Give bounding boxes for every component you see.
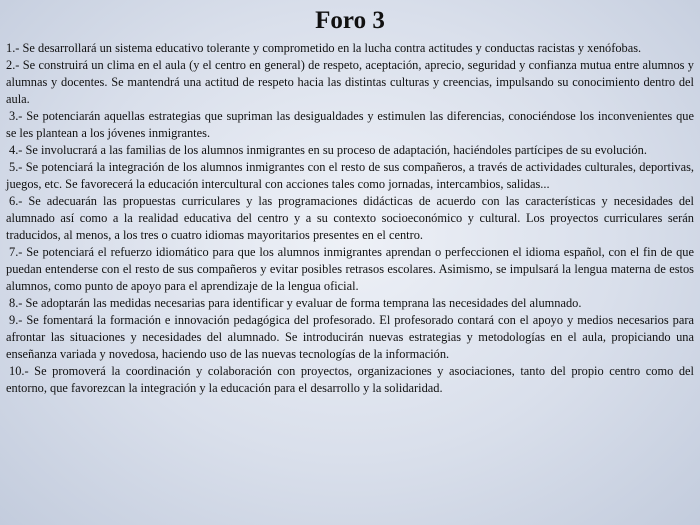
measure-item-4: 4.- Se involucrará a las familias de los alumnos inmigrantes en su proceso de adaptación, haciéndoles partícipes de su evolución.	[9, 143, 647, 157]
measure-item-10: 10.- Se promoverá la coordinación y colaboración con proyectos, organizaciones y asociaciones, tanto del propio centro como del entorno, que favorezcan la integración y la educación para el desarrollo y la solidaridad.	[6, 364, 694, 395]
measure-item-3: 3.- Se potenciarán aquellas estrategias que supriman las desigualdades y estimulen las diferencias, conociéndose los inconvenientes que se les plantean a los jóvenes inmigrantes.	[6, 109, 694, 140]
measures-list	[6, 40, 694, 397]
measure-item-8: 8.- Se adoptarán las medidas necesarias para identificar y evaluar de forma temprana las necesidades del alumnado.	[9, 296, 582, 310]
measure-item-2: 2.- Se construirá un clima en el aula (y el centro en general) de respeto, aceptación, aprecio, seguridad y confianza mutua entre alumnos y alumnas y docentes. Se mantendrá una actitud de respeto hacia las distintas culturas y creencias, impulsando su conocimiento dentro del aula.	[6, 58, 694, 106]
measure-item-9: 9.- Se fomentará la formación e innovación pedagógica del profesorado. El profesorado contará con el apoyo y medios necesarios para afrontar las situaciones y necesidades del alumnado. Se introducirán nuevas estrategias y metodologías en el aula, propiciando una enseñanza variada y novedosa, haciendo uso de las nuevas tecnologías de la información.	[6, 313, 694, 361]
measure-item-5: 5.- Se potenciará la integración de los alumnos inmigrantes con el resto de sus compañeros, a través de actividades culturales, deportivas, juegos, etc. Se favorecerá la educación intercultural con acciones tales como jornadas, intercambios, salidas...	[6, 160, 694, 191]
measure-item-7: 7.- Se potenciará el refuerzo idiomático para que los alumnos inmigrantes aprendan o perfeccionen el idioma español, con el fin de que puedan entenderse con el resto de sus compañeros y evitar posibles retrasos escolares. Asimismo, se impulsará la lengua materna de estos alumnos, como punto de apoyo para el aprendizaje de la lengua oficial.	[6, 245, 694, 293]
measure-item-1: 1.- Se desarrollará un sistema educativo tolerante y comprometido en la lucha contra actitudes y conductas racistas y xenófobas.	[6, 41, 642, 55]
measure-item-6: 6.- Se adecuarán las propuestas curriculares y las programaciones didácticas de acuerdo con las características y necesidades del alumnado así como a la realidad educativa del centro y a su contexto socioeconómico y cultural. Los proyectos curriculares serán traducidos, al menos, a los tres o cuatro idiomas mayoritarios presentes en el centro.	[6, 194, 694, 242]
slide-title: Foro 3	[315, 7, 385, 34]
